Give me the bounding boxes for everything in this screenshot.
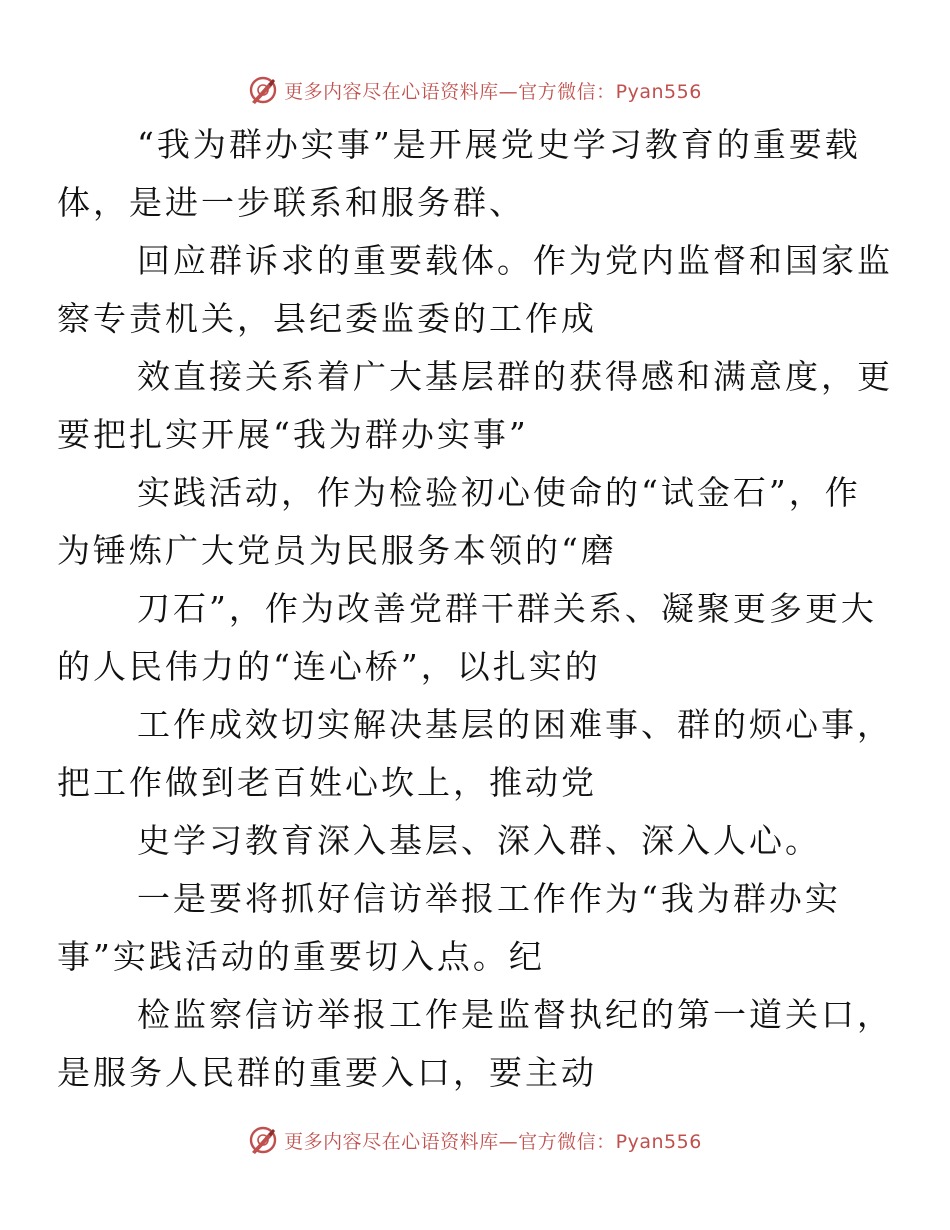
text-line: 效直接关系着广大基层群的获得感和满意度，更 <box>137 357 893 396</box>
footer-watermark <box>0 1120 950 1160</box>
text-line: 的人民伟力的“连心桥”，以扎实的 <box>57 647 601 686</box>
text-line: 检监察信访举报工作是监督执纪的第一道关口， <box>137 995 893 1034</box>
watermark-text: 更多内容尽在心语资料库—官方微信：Pyan556 <box>284 80 702 103</box>
paragraph <box>57 232 893 348</box>
paragraph <box>57 696 893 812</box>
text-line: 要把扎实开展“我为群办实事” <box>57 415 529 454</box>
text-line: 刀石”，作为改善党群干群关系、凝聚更多更大 <box>137 589 877 628</box>
paragraph <box>57 986 893 1102</box>
text-line: “我为群办实事”是开展党史学习教育的重要载 <box>137 125 861 164</box>
text-line: 工作成效切实解决基层的困难事、群的烦心事， <box>137 705 893 744</box>
text-line: 察专责机关，县纪委监委的工作成 <box>57 299 597 338</box>
text-line: 为锤炼广大党员为民服务本领的“磨 <box>57 531 617 570</box>
paragraph <box>57 870 857 986</box>
text-line: 把工作做到老百姓心坎上，推动党 <box>57 763 597 802</box>
header-watermark <box>0 70 950 110</box>
paragraph <box>57 580 877 696</box>
text-line: 事”实践活动的重要切入点。纪 <box>57 937 545 976</box>
paragraph <box>97 812 857 870</box>
pen-circle-logo-icon <box>248 75 278 105</box>
text-line: 史学习教育深入基层、深入群、深入人心。 <box>137 821 821 860</box>
text-line: 实践活动，作为检验初心使命的“试金石”，作 <box>137 473 861 512</box>
text-line: 体，是进一步联系和服务群、 <box>57 183 525 222</box>
paragraph <box>57 116 861 232</box>
paragraph <box>57 464 861 580</box>
text-line: 一是要将抓好信访举报工作作为“我为群办实 <box>137 879 841 918</box>
document-body <box>57 116 893 1102</box>
watermark-text: 更多内容尽在心语资料库—官方微信：Pyan556 <box>284 1130 702 1153</box>
pen-circle-logo-icon <box>248 1125 278 1155</box>
text-line: 回应群诉求的重要载体。作为党内监督和国家监 <box>137 241 893 280</box>
paragraph <box>57 348 893 464</box>
text-line: 是服务人民群的重要入口，要主动 <box>57 1053 597 1092</box>
